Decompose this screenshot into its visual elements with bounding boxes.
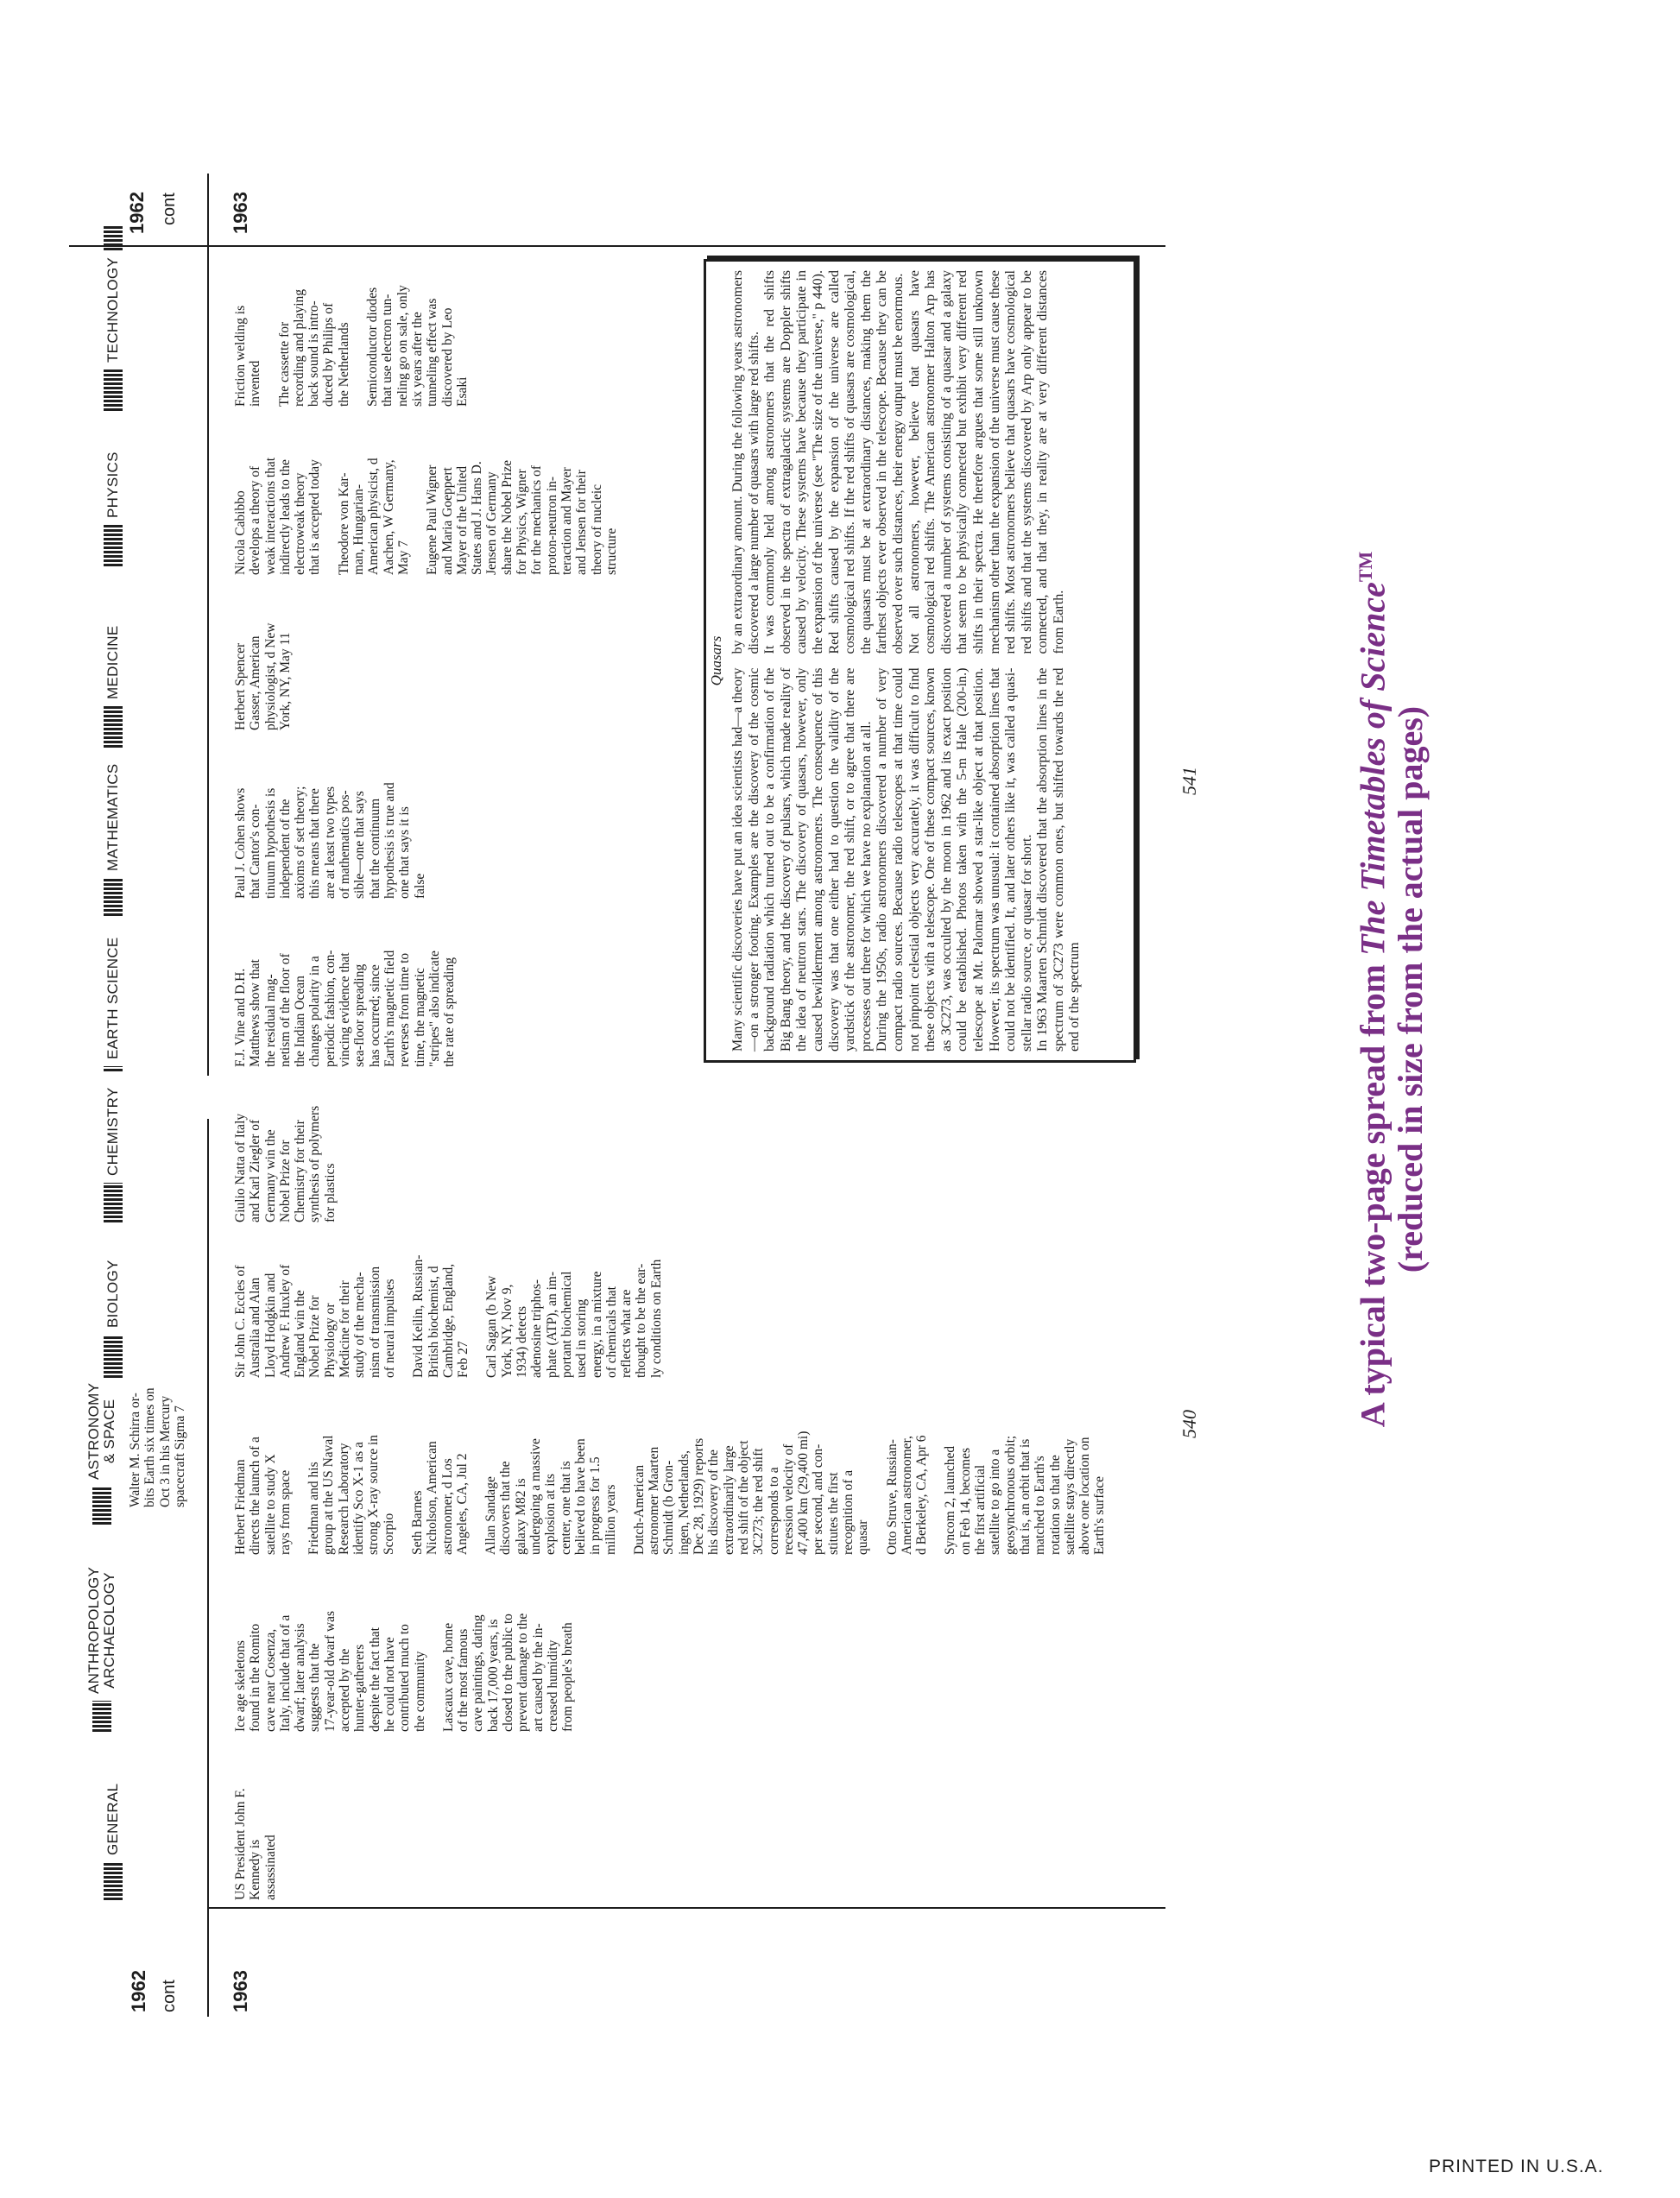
header-rule-left xyxy=(207,1119,209,2017)
entry-biology-0: Sir John C. Eccles of Australia and Alan Lloyd Hodgkin and Andrew F. Huxley of England win the Nobel Prize for Physiology or Medicine for their study of the mecha- nism of transmission of neural impulses xyxy=(233,1264,397,1378)
printed-in-usa: PRINTED IN U.S.A. xyxy=(1429,2157,1604,2176)
biology-1963-column xyxy=(233,1227,678,1378)
entry-astronomy-1: Friedman and his group at the US Naval Research Laboratory identify Sco X-1 as a strong X-ray source in Scorpio xyxy=(306,1434,396,1555)
category-general: GENERAL xyxy=(104,1784,123,1900)
bar-ornament-icon xyxy=(104,1862,123,1900)
entry-technology-0: Friction welding is invented xyxy=(233,305,263,407)
category-mathematics: MATHEMATICS xyxy=(104,764,123,917)
entry-medicine-0: Herbert Spencer Gasser, American physiologist, d New York, NY, May 11 xyxy=(233,622,293,730)
entry-anthropology-0: Ice age skeletons found in the Romito cave near Cosenza, Italy, include that of a dwarf; later analysis suggests that the 17-year-old dwarf was accepted by the hunter-gatherers despite the fact that he could not have contributed much to the community xyxy=(233,1611,427,1732)
entry-anthropology-1: Lascaux cave, home of the most famous cave paintings, dating back 17,000 years, is closed to the public to prevent damage to the art caused by the in- creased humidity from people's breath xyxy=(440,1613,576,1732)
entry-chemistry-0: Giulio Natta of Italy and Karl Ziegler of Germany win the Nobel Prize for Chemistry for their synthesis of polymers for plastics xyxy=(233,1105,338,1222)
quasars-column-1: Many scientific discoveries have put an idea scientists had—a theory—on a stronger footing. Examples are the discovery of the cosmic background radiation which turned out to be a confirmation of the Big Bang theory, and the discovery of pulsars, which made reality of the idea of neutron stars. The discovery of quasars, however, only caused bewilderment among astronomers. The consequence of this discovery was that one either had to question the validity of the yardstick of the astronomer, the red shift, or to agree that there are processes out there for which we have no explanation at all. During the 1950s, radio astronomers discovered a number of very compact radio sources. Because radio telescopes at that time could not pinpoint celestial objects very accurately, it was difficult to find these objects with a telescope. One of these compact sources, known as 3C273, was occulted by the moon in 1962 and its exact position could be established. Photos taken with the 5-m Hale (200-in.) telescope at Mt. Palomar showed a star-like object at that position. However, its spectrum was unusual: it contained absorption lines that could not be identified. It, and later others like it, was called a quasi-stellar radio source, or quasar for short. In 1963 Maarten Schmidt discovered that the absorption lines in the spectrum of 3C273 were common ones, but shifted towards the red end of the spectrum xyxy=(730,667,1083,1052)
bar-ornament-icon xyxy=(104,1066,123,1071)
mathematics-1963-column xyxy=(233,743,441,899)
category-earth-science: EARTH SCIENCE xyxy=(104,937,123,1071)
category-anthropology: ANTHROPOLOGY ARCHAEOLOGY xyxy=(86,1567,117,1732)
category-physics: PHYSICS xyxy=(104,452,123,566)
quasars-sidebar-box xyxy=(704,259,1136,1063)
quasars-title: Quasars xyxy=(708,635,724,686)
caption-prefix: A typical two-page spread from xyxy=(1353,956,1393,1428)
entry-astronomy-4: Dutch-American astronomer Maarten Schmidt (b Gron- ingen, Netherlands, Dec 28, 1929) reports his discovery of the extraordinarily large red shift of the object 3C273; the red shift corresponds to a recession velocity of 47,400 km (29,400 mi) per second, and con- stitutes the first recognition of a quasar xyxy=(631,1431,871,1555)
entry-biology-1: David Keilin, Russian- British biochemist, d Cambridge, England, Feb 27 xyxy=(411,1254,471,1378)
entry-astronomy-3: Allan Sandage discovers that the galaxy M82 is undergoing a massive explosion at its center, one that is believed to have been in progress for 1.5 million years xyxy=(483,1438,618,1555)
entry-general-0: US President John F. Kennedy is assassinated xyxy=(233,1788,278,1900)
category-astronomy: ASTRONOMY & SPACE xyxy=(86,1383,117,1525)
physics-1963-column xyxy=(233,415,633,575)
year-column-rule-right xyxy=(69,245,1165,247)
general-1963-column xyxy=(233,1740,292,1900)
cont-label-right: cont xyxy=(160,193,179,225)
astronomy-1963-column xyxy=(233,1391,1121,1555)
bar-ornament-icon xyxy=(104,706,123,748)
medicine-1963-column xyxy=(233,584,306,730)
year-1962-left: 1962 xyxy=(128,1970,149,2012)
entry-schirra: Walter M. Schirra or- bits Earth six times on Oct 3 in his Mercury spacecraft Sigma 7 xyxy=(128,1387,187,1507)
entry-physics-1: Theodore von Kar- man, Hungarian- American physicist, d Aachen, W Germany, May 7 xyxy=(336,458,411,575)
astronomy-1962-column xyxy=(128,1361,201,1507)
bar-ornament-icon xyxy=(104,878,123,916)
caption-trademark: TM xyxy=(1355,551,1376,583)
page-number-left: 540 xyxy=(1178,1410,1200,1438)
header-rule-right xyxy=(207,174,209,1076)
entry-astronomy-0: Herbert Friedman directs the launch of a satellite to study X rays from space xyxy=(233,1437,293,1555)
cont-label-left: cont xyxy=(160,1980,179,2012)
entry-astronomy-6: Syncom 2, launched on Feb 14, becomes the first artificial satellite to go into a geosynchronous orbit; that is, an orbit that is matched to Earth's rotation so that the satellite stays directly above one location on Earth's surface xyxy=(943,1435,1108,1555)
bar-ornament-icon xyxy=(104,1335,123,1378)
year-column-rule-left xyxy=(207,1907,1165,1909)
anthropology-1963-column xyxy=(233,1568,590,1732)
entry-biology-2: Carl Sagan (b New York, NY, Nov 9, 1934) detects adenosine triphos- phate (ATP), an im- portant biochemical used in storing energy, in a mixture of chemicals that reflects what are thought to be the ear- ly conditions on Earth xyxy=(484,1259,664,1378)
entry-technology-2: Semiconductor diodes that use electron tun- neling go on sale, only six years after the tunneling effect was discovered by Leo Esaki xyxy=(365,285,470,407)
caption-book-title: The Timetables of Science xyxy=(1353,582,1393,957)
bar-ornament-icon xyxy=(104,525,123,566)
category-biology: BIOLOGY xyxy=(104,1260,123,1378)
entry-technology-1: The cassette for recording and playing back sound is intro- duced by Philips of the Netherlands xyxy=(276,288,351,407)
year-1962-right: 1962 xyxy=(126,192,148,234)
entry-earth-science-0: F.J. Vine and D.H. Matthews show that the residual mag- netism of the floor of the Indian Ocean changes polarity in a periodic fashion, con- vincing evidence that sea-floor spreading has occurred; since Earth's magnetic field reverses from time to time, the magnetic "stripes" also indicate the rate of spreading xyxy=(233,950,458,1067)
spread-caption xyxy=(1347,385,1430,1594)
entry-astronomy-2: Seth Barnes Nicholson, American astronomer, d Los Angeles, CA, Jul 2 xyxy=(409,1441,470,1555)
bar-ornament-icon xyxy=(104,369,123,411)
caption-line-1 xyxy=(1347,385,1392,1594)
bar-ornament-icon xyxy=(92,1487,111,1525)
bar-ornament-icon xyxy=(104,1183,123,1222)
chemistry-1963-column xyxy=(233,1071,351,1222)
category-chemistry: CHEMISTRY xyxy=(104,1087,123,1222)
entry-physics-2: Eugene Paul Wigner and Maria Goeppert Mayer of the United States and J. Hans D. Jensen of Germany share the Nobel Prize for Physics, Wigner for the mechanics of proton-neutron in- teraction and Mayer and Jensen for their theory of nucleic structure xyxy=(425,460,619,575)
year-1963-left: 1963 xyxy=(230,1970,251,2012)
bar-ornament-icon xyxy=(92,1701,111,1732)
page-number-right: 541 xyxy=(1178,767,1200,795)
quasars-columns xyxy=(730,262,1083,1060)
quasars-column-2: by an extraordinary amount. During the following years astronomers discovered a large number of quasars with large red shifts. It was commonly held among astronomers that the red shifts observed in the spectra of extragalactic systems are Doppler shifts caused by velocity. These systems have because they participate in the expansion of the universe (see "The size of the universe," p 440). Red shifts caused by the expansion of the universe are called cosmological red shifts. If the red shifts of quasars are cosmological, the quasars must be at extraordinary distances, making them the farthest objects ever observed in the telescope. Because they can be observed over such distances, their energy output must be enormous. Not all astronomers, however, believe that quasars have cosmological red shifts. The American astronomer Halton Arp has discovered a number of systems consisting of a quasar and a galaxy that seem to be physically connected but exhibit very different red shifts in their spectra. He therefore argues that some still unknown mechanism other than the expansion of the universe must cause these red shifts. Most astronomers believe that quasars have cosmological red shifts and that the systems discovered by Arp only appear to be connected, and that they, in reality are at very different distances from Earth. xyxy=(730,270,1066,654)
category-technology: TECHNOLOGY xyxy=(104,224,123,411)
technology-1963-column xyxy=(233,251,483,407)
entry-mathematics-0: Paul J. Cohen shows that Cantor's con- tinuum hypothesis is independent of the axioms of set theory; this means that there are at least two types of mathematics pos- sible—one that says that the continuum hypothesis is true and one that says it is false xyxy=(233,782,427,899)
entry-astronomy-5: Otto Struve, Russian- American astronomer, d Berkeley, CA, Apr 6 xyxy=(884,1435,930,1555)
year-1963-right: 1963 xyxy=(230,192,251,234)
caption-line-2: (reduced in size from the actual pages) xyxy=(1391,705,1431,1273)
category-medicine: MEDICINE xyxy=(104,625,123,748)
entry-physics-0: Nicola Cabibbo develops a theory of weak interactions that indirectly leads to the electroweak theory that is accepted today xyxy=(233,457,323,575)
earth-science-1963-column xyxy=(233,912,471,1067)
